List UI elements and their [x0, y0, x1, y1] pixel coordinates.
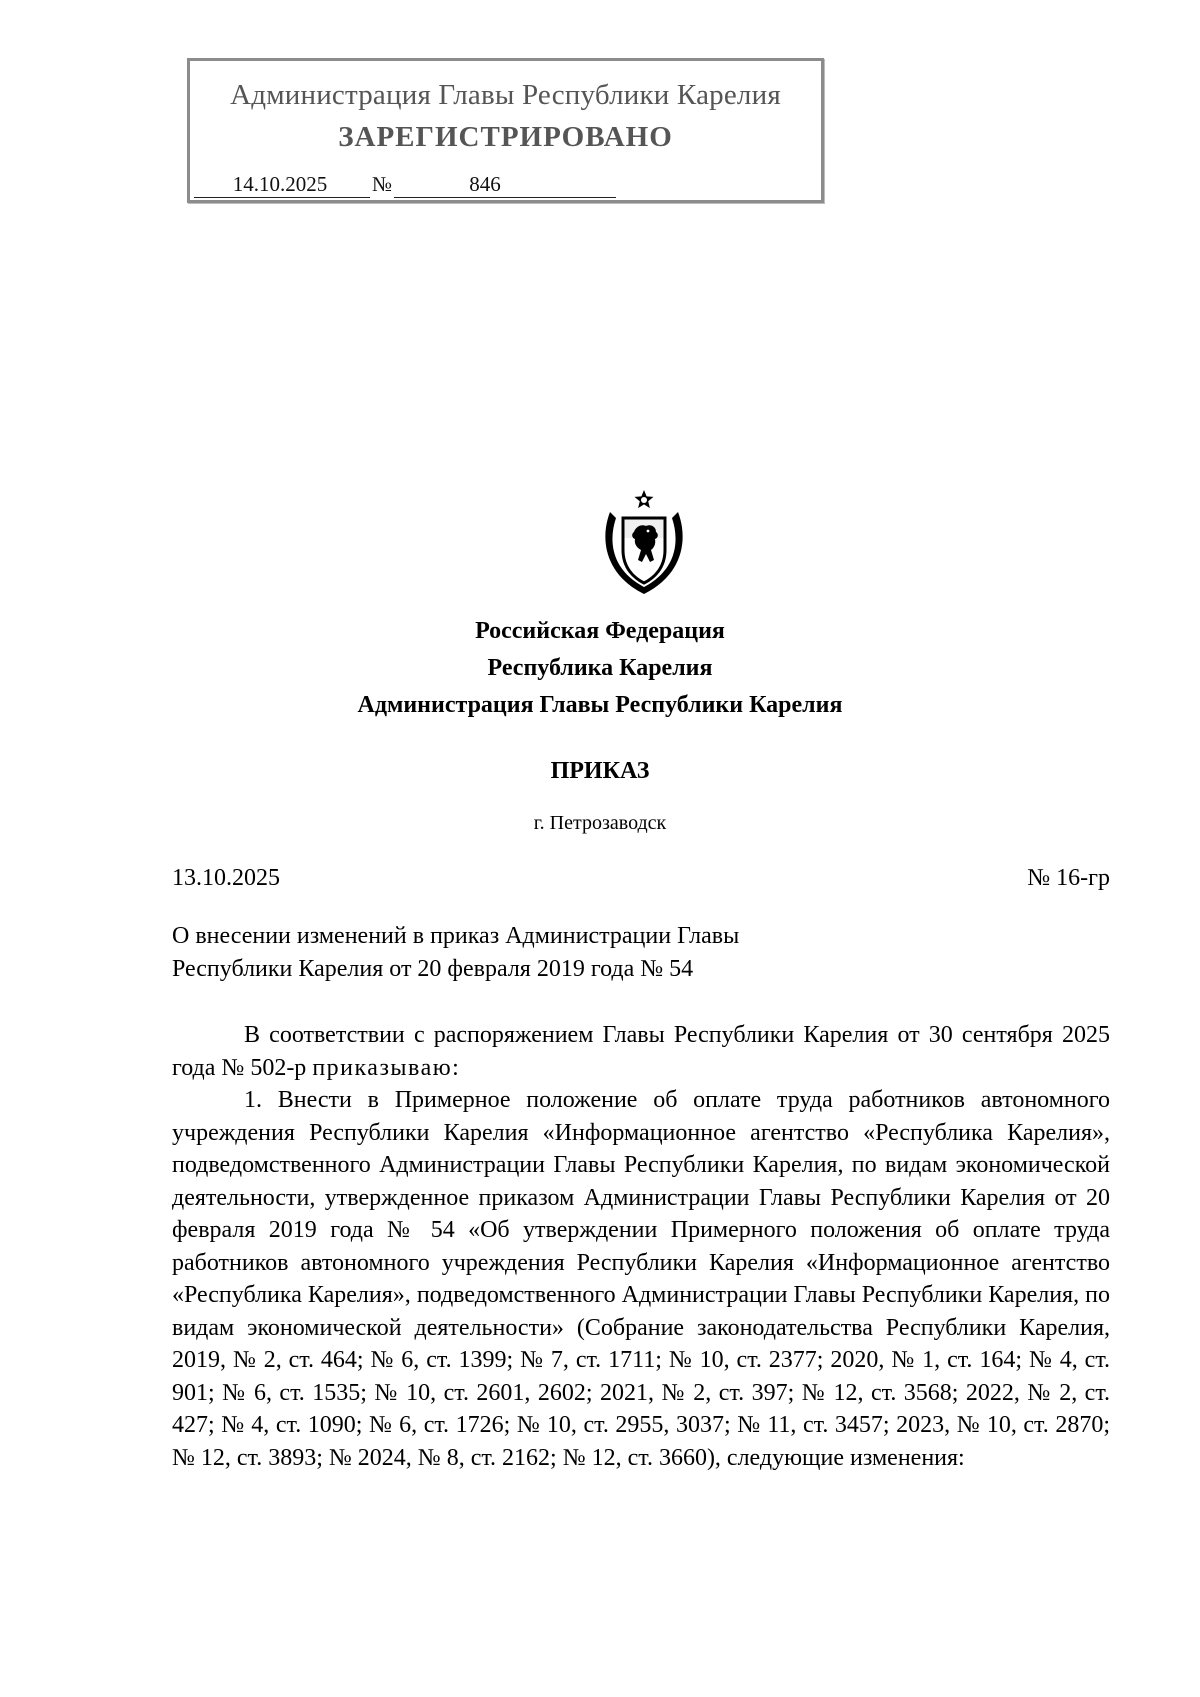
body-intro — [172, 1019, 1110, 1084]
subject-line-1: О внесении изменений в приказ Администрации Главы — [172, 923, 740, 949]
stamp-number-sign: № — [371, 172, 393, 196]
header-administration: Администрация Главы Республики Карелия — [357, 692, 843, 718]
order-number: № 16-гр — [1027, 865, 1110, 891]
body-intro-text: В соответствии с распоряжением Главы Республики Карелия от 30 сентября 2025 года № 502-р — [172, 1022, 1110, 1081]
body-item-1: 1. Внести в Примерное положение об оплате труда работников автономного учреждения Республики Карелия «Информационное агентство «Республика Карелия», подведомственного Администрации Главы Республики Карелия, по видам экономической деятельности, утвержденное приказом Администрации Главы Республики Карелия от 20 февраля 2019 года № 54 «Об утверждении Примерного положения об оплате труда работников автономного учреждения Республики Карелия «Информационное агентство «Республика Карелия», подведомственного Администрации Главы Республики Карелия, по видам экономической деятельности» (Собрание законодательства Республики Карелия, 2019, № 2, ст. 464; № 6, ст. 1399; № 7, ст. 1711; № 10, ст. 2377; 2020, № 1, ст. 164; № 4, ст. 901; № 6, ст. 1535; № 10, ст. 2601, 2602; 2021, № 2, ст. 397; № 12, ст. 3568; 2022, № 2, ст. 427; № 4, ст. 1090; № 6, ст. 1726; № 10, ст. 2955, 3037; № 11, ст. 3457; 2023, № 10, ст. 2870; № 12, ст. 3893; № 2024, № 8, ст. 2162; № 12, ст. 3660), следующие изменения: — [172, 1087, 1110, 1471]
body-intro-keyword: приказываю: — [312, 1054, 461, 1081]
header-country: Российская Федерация — [475, 618, 725, 644]
stamp-registration-line — [194, 172, 616, 198]
registration-stamp — [187, 58, 824, 203]
document-type: ПРИКАЗ — [550, 758, 650, 784]
karelia-coat-of-arms-icon — [596, 488, 692, 598]
stamp-date: 14.10.2025 — [194, 172, 370, 198]
emblem-star — [635, 490, 654, 508]
order-date: 13.10.2025 — [172, 865, 280, 891]
stamp-number: 846 — [394, 172, 616, 198]
stamp-status: ЗАРЕГИСТРИРОВАНО — [338, 121, 673, 153]
order-subject — [172, 920, 739, 986]
header-republic: Республика Карелия — [487, 655, 713, 681]
subject-line-2: Республики Карелия от 20 февраля 2019 года № 54 — [172, 956, 694, 982]
document-city: г. Петрозаводск — [533, 812, 667, 834]
order-body — [172, 1019, 1110, 1474]
stamp-organization: Администрация Главы Республики Карелия — [230, 79, 781, 111]
